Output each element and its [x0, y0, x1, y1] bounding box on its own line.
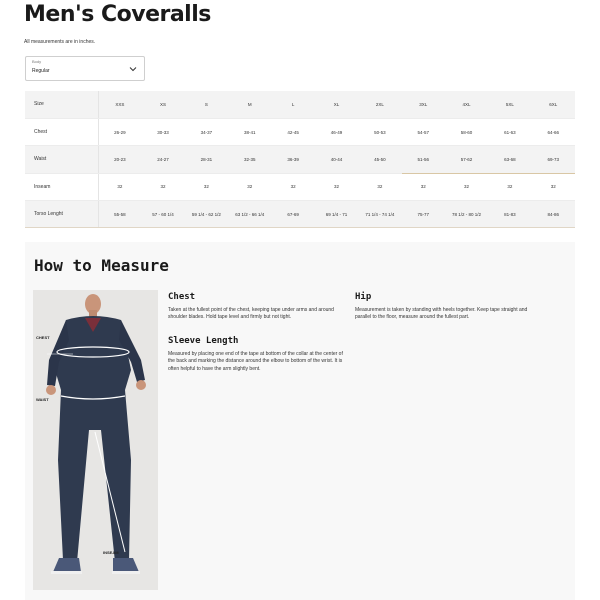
size-cell: 32 — [141, 173, 184, 200]
size-row-label: Inseam — [25, 173, 98, 200]
size-cell: 32 — [315, 173, 358, 200]
size-cell: 71 1/4 - 74 1/4 — [358, 201, 401, 228]
size-cell: 67-69 — [271, 201, 314, 228]
size-cell: 38-41 — [228, 118, 271, 145]
size-cell: 64-66 — [532, 118, 575, 145]
size-header-label: Size — [25, 91, 98, 118]
size-cell: 32 — [98, 173, 141, 200]
size-header-cell: 6XL — [532, 91, 575, 118]
size-cell: 61-63 — [488, 118, 531, 145]
size-header-cell: 5XL — [488, 91, 531, 118]
size-cell: 81-83 — [488, 201, 531, 228]
size-cell: 45-50 — [358, 146, 401, 173]
hip-text: Measurement is taken by standing with heels together. Keep tape straight and parallel to the floor, measure around the fullest part. — [355, 307, 528, 321]
model-image — [33, 290, 158, 590]
chest-heading: Chest — [168, 292, 196, 302]
size-header-cell: XXS — [98, 91, 141, 118]
size-row — [25, 146, 575, 173]
size-cell: 46-49 — [315, 118, 358, 145]
size-cell: 75-77 — [402, 201, 445, 228]
size-cell: 57-62 — [445, 146, 488, 173]
size-cell: 42-45 — [271, 118, 314, 145]
size-cell: 34-37 — [185, 118, 228, 145]
size-row-label: Waist — [25, 146, 98, 173]
page-title: Men's Coveralls — [24, 2, 211, 27]
measurement-note: All measurements are in inches. — [24, 39, 96, 45]
size-cell: 32 — [532, 173, 575, 200]
chest-instructions — [168, 291, 348, 322]
size-cell: 32 — [271, 173, 314, 200]
chest-text: Taken at the fullest point of the chest, keeping tape under arms and around shoulder blades. Hold tape level and firmly but not tight. — [168, 307, 334, 321]
size-row — [25, 118, 575, 145]
chest-image-label: CHEST — [36, 335, 50, 340]
size-header-row — [25, 91, 575, 118]
size-cell: 20-23 — [98, 146, 141, 173]
sleeve-text: Measured by placing one end of the tape at bottom of the collar at the center of the back and marking the distance around the elbow to bottom of the wrist. It is often helpful to have the arm slightly bent. — [168, 351, 343, 372]
size-cell: 84-86 — [532, 201, 575, 228]
size-row-label: Torso Lenght — [25, 201, 98, 228]
size-cell: 28-31 — [185, 146, 228, 173]
size-cell: 32 — [228, 173, 271, 200]
size-cell: 58-60 — [445, 118, 488, 145]
size-cell: 63-68 — [488, 146, 531, 173]
size-row-label: Chest — [25, 118, 98, 145]
how-to-measure-title: How to Measure — [34, 256, 169, 275]
size-cell: 59 1/4 - 62 1/2 — [185, 201, 228, 228]
size-header-cell: XL — [315, 91, 358, 118]
size-header-cell: 4XL — [445, 91, 488, 118]
size-cell: 32 — [402, 173, 445, 200]
size-cell: 51-56 — [402, 146, 445, 173]
size-cell: 40-44 — [315, 146, 358, 173]
size-cell: 78 1/2 - 80 1/2 — [445, 201, 488, 228]
size-cell: 32 — [445, 173, 488, 200]
size-header-cell: L — [271, 91, 314, 118]
fit-select[interactable] — [25, 56, 145, 81]
size-cell: 36-39 — [271, 146, 314, 173]
size-cell: 63 1/2 - 66 1/4 — [228, 201, 271, 228]
hip-instructions — [355, 291, 535, 322]
size-cell: 69-73 — [532, 146, 575, 173]
size-cell: 32 — [185, 173, 228, 200]
size-cell: 55-58 — [98, 201, 141, 228]
fit-select-label: Body — [32, 59, 42, 64]
size-cell: 26-29 — [98, 118, 141, 145]
size-chart-table — [25, 91, 575, 228]
coverall-model-illustration — [33, 290, 158, 590]
hip-heading: Hip — [355, 292, 372, 302]
size-cell: 57 - 60 1/4 — [141, 201, 184, 228]
inseam-image-label: INSEAM — [103, 550, 119, 555]
fit-select-value: Regular — [32, 68, 50, 74]
size-cell: 32 — [488, 173, 531, 200]
size-row — [25, 201, 575, 228]
size-cell: 69 1/4 - 71 — [315, 201, 358, 228]
size-cell: 32 — [358, 173, 401, 200]
sleeve-heading: Sleeve Length — [168, 336, 239, 346]
size-cell: 24-27 — [141, 146, 184, 173]
size-header-cell: M — [228, 91, 271, 118]
size-cell: 32-35 — [228, 146, 271, 173]
size-header-cell: S — [185, 91, 228, 118]
chevron-down-icon — [128, 64, 138, 74]
size-header-cell: 2XL — [358, 91, 401, 118]
size-row — [25, 173, 575, 200]
waist-image-label: WAIST — [36, 397, 49, 402]
size-cell: 30-33 — [141, 118, 184, 145]
size-header-cell: XS — [141, 91, 184, 118]
sleeve-instructions — [168, 335, 348, 373]
size-header-cell: 3XL — [402, 91, 445, 118]
size-cell: 50-53 — [358, 118, 401, 145]
size-cell: 54-57 — [402, 118, 445, 145]
how-to-measure-section — [25, 242, 575, 600]
